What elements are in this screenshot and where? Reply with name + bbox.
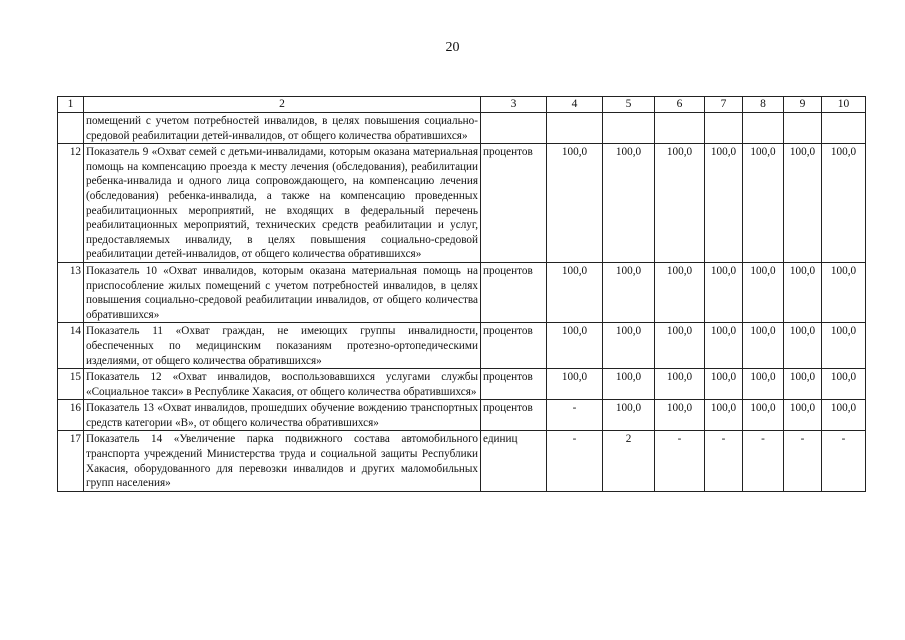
value-cell: 100,0 [784,144,822,263]
value-cell: 100,0 [603,144,655,263]
table-row [58,369,866,400]
value-cell [603,113,655,144]
unit-cell: процентов [481,400,547,431]
value-cell: 100,0 [705,400,743,431]
value-cell: 100,0 [743,400,784,431]
value-cell: 100,0 [547,144,603,263]
column-header: 5 [603,97,655,113]
value-cell: 100,0 [784,369,822,400]
value-cell: 100,0 [784,400,822,431]
table-row [58,431,866,491]
indicator-description: Показатель 14 «Увеличение парка подвижного состава автомобильного транспорта учреждений Министерства труда и социальной защиты Республики Хакасия, оборудованного для перевозки инвалидов и других маломобильных групп населения» [84,431,481,491]
column-header: 7 [705,97,743,113]
value-cell: 100,0 [822,400,866,431]
indicator-description: Показатель 12 «Охват инвалидов, воспользовавшихся услугами службы «Социальное такси» в Республике Хакасия, от общего количества обратившихся» [84,369,481,400]
value-cell: - [705,431,743,491]
value-cell: 100,0 [655,144,705,263]
unit-cell [481,113,547,144]
indicator-description: Показатель 10 «Охват инвалидов, которым оказана материальная помощь на приспособление жилых помещений с учетом потребностей инвалидов, в целях повышения социально-средовой реабилитации инвалидов, от общего количества обратившихся» [84,262,481,322]
value-cell: 100,0 [705,323,743,369]
header-row [58,97,866,113]
value-cell: 100,0 [655,323,705,369]
value-cell: - [784,431,822,491]
column-header: 2 [84,97,481,113]
table-row [58,400,866,431]
value-cell: 100,0 [743,323,784,369]
value-cell: - [547,400,603,431]
value-cell [705,113,743,144]
table-row [58,144,866,263]
page-number: 20 [445,40,460,55]
value-cell: 100,0 [705,144,743,263]
value-cell: - [822,431,866,491]
value-cell: 100,0 [603,369,655,400]
row-number: 14 [58,323,84,369]
unit-cell: процентов [481,262,547,322]
value-cell: 100,0 [822,323,866,369]
table-row [58,323,866,369]
column-header: 10 [822,97,866,113]
value-cell: 100,0 [547,262,603,322]
column-header: 6 [655,97,705,113]
value-cell: 100,0 [603,262,655,322]
row-number [58,113,84,144]
table-body [58,97,866,492]
unit-cell: процентов [481,369,547,400]
value-cell: 100,0 [784,323,822,369]
value-cell: 100,0 [743,144,784,263]
value-cell [547,113,603,144]
column-header: 9 [784,97,822,113]
unit-cell: процентов [481,323,547,369]
row-number: 15 [58,369,84,400]
value-cell: 100,0 [784,262,822,322]
value-cell: 100,0 [603,400,655,431]
value-cell: 100,0 [822,144,866,263]
unit-cell: процентов [481,144,547,263]
value-cell: 100,0 [655,369,705,400]
value-cell [784,113,822,144]
indicators-table [57,96,866,492]
indicator-description: помещений с учетом потребностей инвалидов, в целях повышения социально-средовой реабилитации детей-инвалидов, от общего количества обратившихся» [84,113,481,144]
value-cell: 100,0 [547,369,603,400]
row-number: 12 [58,144,84,263]
row-number: 17 [58,431,84,491]
column-header: 1 [58,97,84,113]
row-number: 13 [58,262,84,322]
table-row [58,262,866,322]
value-cell [655,113,705,144]
table-row [58,113,866,144]
value-cell: 100,0 [743,262,784,322]
value-cell: 100,0 [547,323,603,369]
column-header: 8 [743,97,784,113]
value-cell: 100,0 [655,400,705,431]
indicator-description: Показатель 9 «Охват семей с детьми-инвалидами, которым оказана материальная помощь на компенсацию проезда к месту лечения (обследования), реабилитации ребенка-инвалида и одного лица сопровождающего, на компенсацию лечения (обследования) ребенка-инвалида, а также на компенсацию проведенных реабилитационных мероприятий, не входящих в федеральный перечень реабилитационных мероприятий, технических средств реабилитации и услуг, предоставляемых инвалиду, в целях повышения социально-средовой реабилитации детей-инвалидов, от общего количества обратившихся» [84,144,481,263]
value-cell: 100,0 [705,262,743,322]
unit-cell: единиц [481,431,547,491]
value-cell: - [655,431,705,491]
column-header: 4 [547,97,603,113]
indicator-description: Показатель 13 «Охват инвалидов, прошедших обучение вождению транспортных средств категории «В», от общего количества обратившихся» [84,400,481,431]
value-cell [822,113,866,144]
row-number: 16 [58,400,84,431]
indicator-description: Показатель 11 «Охват граждан, не имеющих группы инвалидности, обеспеченных по медицинским показаниям протезно-ортопедическими изделиями, от общего количества обратившихся» [84,323,481,369]
value-cell: 100,0 [822,369,866,400]
value-cell: - [743,431,784,491]
column-header: 3 [481,97,547,113]
value-cell [743,113,784,144]
value-cell: 100,0 [743,369,784,400]
value-cell: 100,0 [822,262,866,322]
value-cell: 100,0 [603,323,655,369]
value-cell: 2 [603,431,655,491]
value-cell: - [547,431,603,491]
value-cell: 100,0 [705,369,743,400]
value-cell: 100,0 [655,262,705,322]
